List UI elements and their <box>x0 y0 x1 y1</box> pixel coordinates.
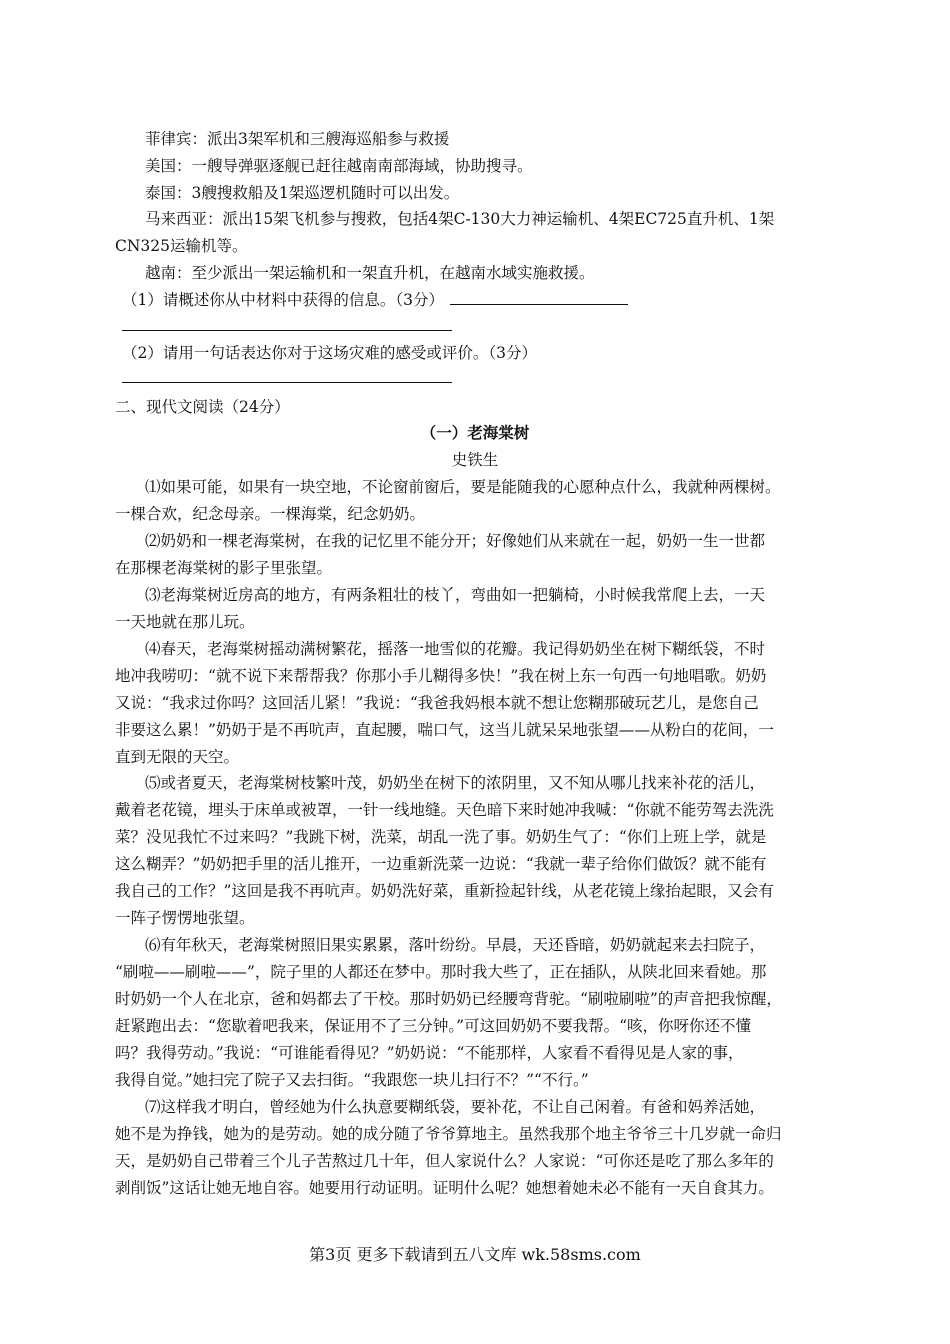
article-line: 时奶奶一个人在北京，爸和妈都去了干校。那时奶奶已经腰弯背驼。“刷啦刷啦”的声音把我惊醒， <box>115 990 782 1008</box>
article-line: 直到无限的天空。 <box>115 748 240 766</box>
article-line: ⑴如果可能，如果有一块空地，不论窗前窗后，要是能随我的心愿种点什么，我就种两棵树。 <box>145 478 781 496</box>
question-1-answer-blank[interactable] <box>450 288 628 305</box>
material-usa: 美国：一艘导弹驱逐舰已赶往越南南部海域，协助搜寻。 <box>145 157 533 175</box>
article-line: 在那棵老海棠树的影子里张望。 <box>115 559 333 577</box>
question-1-answer-line[interactable] <box>122 329 452 331</box>
article-line: 一天地就在那儿玩。 <box>115 613 255 631</box>
article-title: （一）老海棠树 <box>420 424 530 442</box>
article-line: 她不是为挣钱，她为的是劳动。她的成分随了爷爷算地主。虽然我那个地主爷爷三十几岁就一命归 <box>115 1125 782 1143</box>
article-line: 一棵合欢，纪念母亲。一棵海棠，纪念奶奶。 <box>115 505 426 523</box>
article-line: “刷啦——刷啦——”，院子里的人都还在梦中。那时我大些了，正在插队，从陕北回来看她。那 <box>115 963 767 981</box>
article-line: ⑵奶奶和一棵老海棠树，在我的记忆里不能分开；好像她们从来就在一起，奶奶一生一世都 <box>145 532 766 550</box>
article-line: 菜？没见我忙不过来吗？”我跳下树，洗菜，胡乱一洗了事。奶奶生气了：“你们上班上学，就是 <box>115 828 767 846</box>
page-footer: 第3页 更多下载请到五八文库 wk.58sms.com <box>309 1245 641 1264</box>
question-1-text: （1）请概述你从中材料中获得的信息。（3分） <box>122 291 444 309</box>
article-line: ⑹有年秋天，老海棠树照旧果实累累，落叶纷纷。早晨，天还昏暗，奶奶就起来去扫院子， <box>145 936 766 954</box>
article-line: 剥削饭”这话让她无地自容。她要用行动证明。证明什么呢？她想着她未必不能有一天自食其力。 <box>115 1179 774 1197</box>
article-line: 又说：“我求过你吗？这回活儿紧！”我说：“我爸我妈根本就不想让您糊那破玩艺儿，是您自己 <box>115 694 759 712</box>
article-line: 地冲我唠叨：“就不说下来帮帮我？你那小手儿糊得多快！”我在树上东一句西一句地唱歌。奶奶 <box>115 667 767 685</box>
material-thailand: 泰国：3艘搜救船及1架巡逻机随时可以出发。 <box>145 184 460 202</box>
article-line: 非要这么累！”奶奶于是不再吭声，直起腰，喘口气，这当儿就呆呆地张望——从粉白的花间，一 <box>115 721 774 739</box>
material-malaysia-line1: 马来西亚：派出15架飞机参与搜救，包括4架C-130大力神运输机、4架EC725直升机、1架 <box>145 210 775 228</box>
section-heading: 二、现代文阅读（24分） <box>115 398 290 416</box>
article-line: 吗？我得劳动。”我说：“可谁能看得见？”奶奶说：“不能那样，人家看不看得见是人家的事， <box>115 1044 744 1062</box>
material-malaysia-line2: CN325运输机等。 <box>115 237 248 255</box>
article-line: ⑺这样我才明白，曾经她为什么执意要糊纸袋，要补花，不让自己闲着。有爸和妈养活她， <box>145 1098 766 1116</box>
article-line: 一阵子愣愣地张望。 <box>115 909 255 927</box>
article-line: ⑶老海棠树近房高的地方，有两条粗壮的枝丫，弯曲如一把躺椅，小时候我常爬上去，一天 <box>145 586 766 604</box>
material-philippines: 菲律宾：派出3架军机和三艘海巡船参与救援 <box>145 130 450 148</box>
question-2-answer-line[interactable] <box>122 381 452 383</box>
article-line: ⑷春天，老海棠树摇动满树繁花，摇落一地雪似的花瓣。我记得奶奶坐在树下糊纸袋，不时 <box>145 640 766 658</box>
question-2: （2）请用一句话表达你对于这场灾难的感受或评价。（3分） <box>122 344 537 362</box>
article-line: 戴着老花镜，埋头于床单或被罩，一针一线地缝。天色暗下来时她冲我喊：“你就不能劳驾去洗洗 <box>115 801 774 819</box>
article-line: 天，是奶奶自己带着三个儿子苦熬过几十年，但人家说什么？人家说：“可你还是吃了那么多年的 <box>115 1152 774 1170</box>
article-line: 我得自觉。”她扫完了院子又去扫街。“我跟您一块儿扫行不？”“不行。” <box>115 1071 589 1089</box>
article-author: 史铁生 <box>451 451 499 469</box>
article-line: 我自己的工作？”这回是我不再吭声。奶奶洗好菜，重新捡起针线，从老花镜上缘抬起眼，又会有 <box>115 882 774 900</box>
question-1 <box>122 287 840 313</box>
article-line: ⑸或者夏天，老海棠树枝繁叶茂，奶奶坐在树下的浓阴里，又不知从哪儿找来补花的活儿， <box>145 774 766 792</box>
article-line: 赶紧跑出去：“您歇着吧我来，保证用不了三分钟。”可这回奶奶不要我帮。“咳，你呀你还不懂 <box>115 1017 752 1035</box>
material-vietnam: 越南：至少派出一架运输机和一架直升机，在越南水域实施救援。 <box>145 264 595 282</box>
article-line: 这么糊弄？”奶奶把手里的活儿推开，一边重新洗菜一边说：“我就一辈子给你们做饭？就不能有 <box>115 855 767 873</box>
